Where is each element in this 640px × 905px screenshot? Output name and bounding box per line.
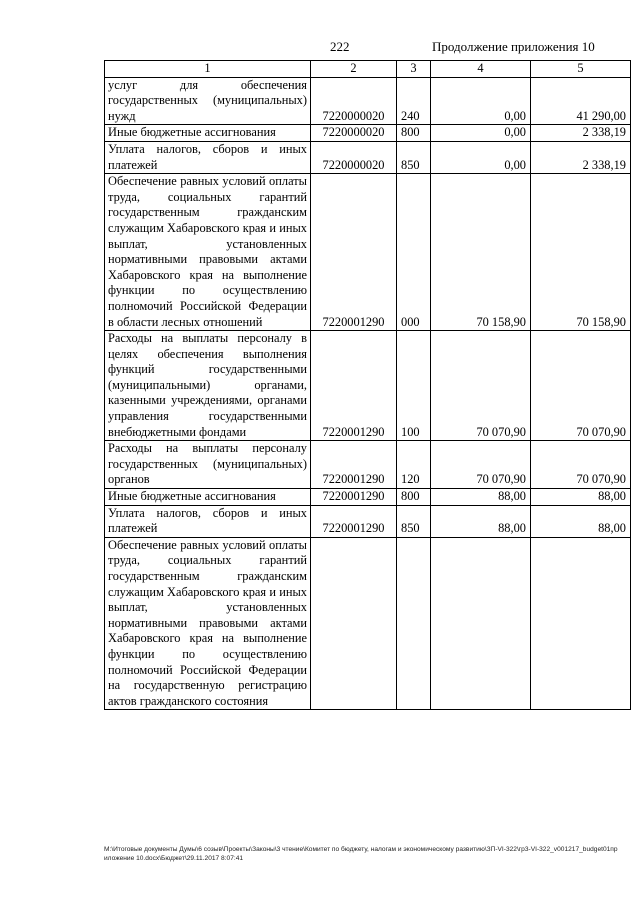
row-amount2: 70 070,90 [531, 441, 631, 489]
row-name: Уплата налогов, сборов и иных платежей [105, 141, 311, 173]
budget-table [104, 60, 631, 710]
row-type: 850 [397, 141, 431, 173]
column-header: 2 [311, 61, 397, 78]
row-name: Обеспечение равных условий оплаты труда, социальных гарантий государственным гражданским служащим Хабаровского края и иных выплат, установленных нормативными правовыми актами Хабаровского края на выполнение функции по осуществлению полномочий Российской Федерации в области лесных отношений [105, 174, 311, 331]
row-amount2: 2 338,19 [531, 125, 631, 142]
row-name: Расходы на выплаты персоналу государственных (муниципальных) органов [105, 441, 311, 489]
row-name: Расходы на выплаты персоналу в целях обеспечения выполнения функций государственными (муниципальными) органами, казенными учреждениями, органами управления государственными внебюджетными фондами [105, 331, 311, 441]
row-type: 800 [397, 489, 431, 506]
appendix-continuation-note: Продолжение приложения 10 [432, 39, 595, 54]
row-amount2: 70 158,90 [531, 174, 631, 331]
row-type: 000 [397, 174, 431, 331]
row-amount2: 88,00 [531, 505, 631, 537]
column-header: 5 [531, 61, 631, 78]
page-number: 222 [330, 39, 350, 54]
row-amount1: 0,00 [431, 77, 531, 125]
table-header-row [105, 61, 631, 78]
row-amount1: 70 070,90 [431, 441, 531, 489]
table-row [105, 489, 631, 506]
row-type: 100 [397, 331, 431, 441]
row-code: 7220000020 [311, 125, 397, 142]
row-code: 7220001290 [311, 331, 397, 441]
table-row [105, 77, 631, 125]
row-amount1 [431, 537, 531, 710]
row-amount2: 41 290,00 [531, 77, 631, 125]
table-row [105, 331, 631, 441]
row-type: 240 [397, 77, 431, 125]
row-name: Обеспечение равных условий оплаты труда, социальных гарантий государственным гражданским служащим Хабаровского края и иных выплат, установленных нормативными правовыми актами Хабаровского края на выполнение функции по осуществлению полномочий Российской Федерации на государственную регистрацию актов гражданского состояния [105, 537, 311, 710]
row-code [311, 537, 397, 710]
column-header: 1 [105, 61, 311, 78]
row-code: 7220001290 [311, 489, 397, 506]
row-amount1: 0,00 [431, 141, 531, 173]
row-amount1: 70 158,90 [431, 174, 531, 331]
row-name: услуг для обеспечения государственных (муниципальных) нужд [105, 77, 311, 125]
row-amount1: 70 070,90 [431, 331, 531, 441]
row-amount1: 88,00 [431, 489, 531, 506]
row-type: 120 [397, 441, 431, 489]
row-name: Иные бюджетные ассигнования [105, 125, 311, 142]
row-type: 850 [397, 505, 431, 537]
document-file-path-footer: М:\Итоговые документы Думы\6 созыв\Проекты\Законы\3 чтение\Комитет по бюджету, налогам и экономическому развитию\ЗП-VI-322\гр3-VI-322_v001217_budget01приложение 10.docx\Бюджет\29.11.2017 8:07:41 [104, 846, 618, 862]
column-header: 3 [397, 61, 431, 78]
table-row [105, 174, 631, 331]
row-amount2: 2 338,19 [531, 141, 631, 173]
row-amount2: 88,00 [531, 489, 631, 506]
row-amount1: 0,00 [431, 125, 531, 142]
table-row [105, 441, 631, 489]
row-code: 7220000020 [311, 77, 397, 125]
row-code: 7220001290 [311, 441, 397, 489]
row-type [397, 537, 431, 710]
table-row [105, 537, 631, 710]
row-code: 7220001290 [311, 174, 397, 331]
row-name: Уплата налогов, сборов и иных платежей [105, 505, 311, 537]
row-amount2: 70 070,90 [531, 331, 631, 441]
row-type: 800 [397, 125, 431, 142]
row-amount2 [531, 537, 631, 710]
row-code: 7220001290 [311, 505, 397, 537]
row-code: 7220000020 [311, 141, 397, 173]
row-amount1: 88,00 [431, 505, 531, 537]
row-name: Иные бюджетные ассигнования [105, 489, 311, 506]
table-row [105, 505, 631, 537]
column-header: 4 [431, 61, 531, 78]
table-row [105, 141, 631, 173]
table-row [105, 125, 631, 142]
